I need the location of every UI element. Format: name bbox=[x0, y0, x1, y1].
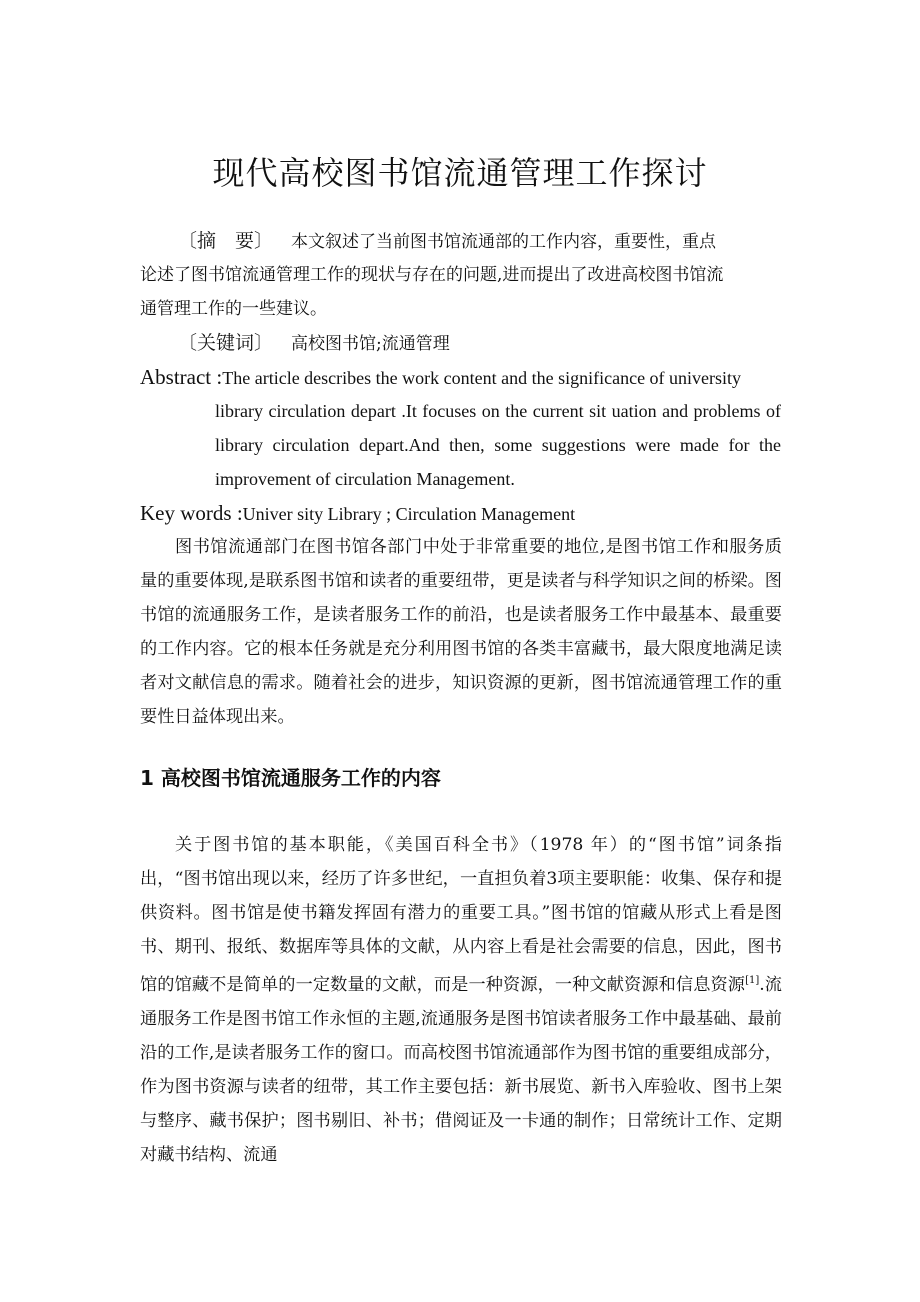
keywords-cn bbox=[178, 326, 450, 361]
abstract-en-label: Abstract : bbox=[140, 365, 223, 389]
abstract-cn-first-line bbox=[178, 224, 716, 259]
keywords-cn-text: 高校图书馆;流通管理 bbox=[291, 334, 450, 354]
abstract-cn-line2: 论述了图书馆流通管理工作的现状与存在的问题,进而提出了改进高校图书馆流 bbox=[140, 265, 724, 285]
keywords-en-label: Key words : bbox=[140, 501, 243, 525]
abstract-en-rest: library circulation depart .It focuses on the current sit uation and problems of library circulation depart.And then, some suggestions were made for the improvement of circulation Management. bbox=[215, 401, 781, 489]
section1-paragraph bbox=[140, 828, 782, 1172]
abstract-cn-line1: 本文叙述了当前图书馆流通部的工作内容，重要性，重点 bbox=[291, 232, 717, 252]
abstract-en-first-line bbox=[140, 360, 741, 396]
keywords-en-text: Univer sity Library ; Circulation Management bbox=[242, 504, 576, 524]
citation-ref: [1] bbox=[745, 975, 760, 986]
section1-text-a: 关于图书馆的基本职能，《美国百科全书》（1978 年）的“图书馆”词条指出，“图书馆出现以来，经历了许多世纪，一直担负着3项主要职能：收集、保存和提供资料。图书馆是使书籍发挥固有潜力的重要工具。”图书馆的馆藏从形式上看是图书、期刊、报纸、数据库等具体的文献，从内容上看是社会需要的信息，因此，图书馆的馆藏不是简单的一定数量的文献，而是一种资源，一种文献资源和信息资源 bbox=[140, 835, 782, 995]
page-title: 现代高校图书馆流通管理工作探讨 bbox=[212, 154, 708, 192]
keywords-en bbox=[140, 496, 575, 532]
section1-text-b: .流通服务工作是图书馆工作永恒的主题,流通服务是图书馆读者服务工作中最基础、最前沿的工作,是读者服务工作的窗口。而高校图书馆流通部作为图书馆的重要组成部分，作为图书资源与读者的纽带，其工作主要包括：新书展览、新书入库验收、图书上架与整序、藏书保护；图书剔旧、补书；借阅证及一卡通的制作；日常统计工作、定期对藏书结构、流通 bbox=[140, 975, 782, 1165]
abstract-cn-label: 〔摘 要〕 bbox=[178, 230, 274, 252]
abstract-en-first: The article describes the work content and the significance of university bbox=[222, 368, 742, 388]
section-heading: 1 高校图书馆流通服务工作的内容 bbox=[140, 766, 441, 790]
abstract-cn-line3: 通管理工作的一些建议。 bbox=[140, 299, 327, 319]
intro-paragraph: 图书馆流通部门在图书馆各部门中处于非常重要的地位,是图书馆工作和服务质量的重要体现,是联系图书馆和读者的重要纽带，更是读者与科学知识之间的桥梁。图书馆的流通服务工作，是读者服务工作的前沿，也是读者服务工作中最基本、最重要的工作内容。它的根本任务就是充分利用图书馆的各类丰富藏书，最大限度地满足读者对文献信息的需求。随着社会的进步，知识资源的更新，图书馆流通管理工作的重要性日益体现出来。 bbox=[140, 537, 782, 727]
keywords-cn-label: 〔关键词〕 bbox=[178, 332, 274, 354]
